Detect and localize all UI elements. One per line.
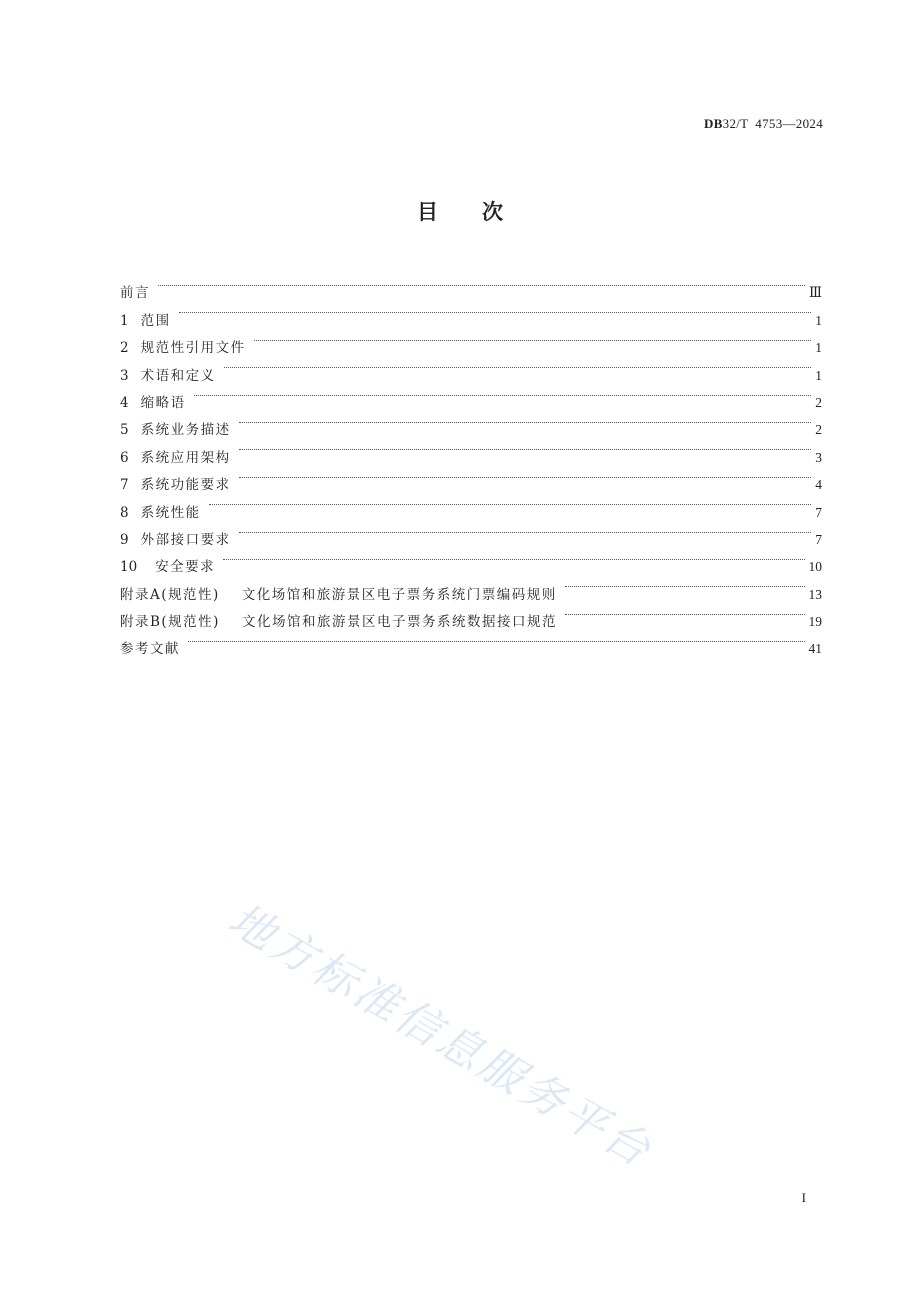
toc-entry-number: 5 <box>120 422 129 439</box>
toc-entry-10[interactable] <box>120 544 822 576</box>
toc-entry-preface[interactable] <box>120 270 822 302</box>
toc-entry-page: 2 <box>815 394 822 410</box>
toc-entry-label: 参考文献 <box>120 641 180 658</box>
toc-entry-label: 安全要求 <box>155 559 216 576</box>
toc-leader-dots <box>565 599 805 626</box>
toc-entry-number: 6 <box>120 449 129 466</box>
watermark: 地方标准信息服务平台 <box>220 893 662 1178</box>
toc-leader-dots <box>158 270 805 297</box>
toc-entry-number: 2 <box>120 340 129 357</box>
toc-entry-references[interactable] <box>120 626 822 658</box>
toc-entry-number: 9 <box>120 531 129 548</box>
toc-entry-page: 19 <box>808 614 822 630</box>
toc-entry-page: 1 <box>815 367 822 383</box>
toc-entry-2[interactable] <box>120 325 822 357</box>
document-code-number: 32/T 4753—2024 <box>722 116 823 131</box>
toc-leader-dots <box>223 544 804 571</box>
document-code-prefix: DB <box>704 116 723 131</box>
toc-entry-label: 外部接口要求 <box>140 531 231 548</box>
toc-entry-5[interactable] <box>120 407 822 439</box>
toc-entry-label: 附录A(规范性) <box>120 586 220 603</box>
toc-entry-label: 系统业务描述 <box>140 422 231 439</box>
toc-entry-subtitle: 文化场馆和旅游景区电子票务系统门票编码规则 <box>241 586 557 603</box>
toc-leader-dots <box>188 626 805 653</box>
toc-leader-dots <box>239 517 812 544</box>
page-number: I <box>801 1190 806 1205</box>
toc-entry-page: 7 <box>815 504 822 520</box>
toc-entry-number: 4 <box>120 394 129 411</box>
toc-entry-label: 系统功能要求 <box>140 477 231 494</box>
toc-entry-1[interactable] <box>120 297 822 329</box>
table-of-contents <box>120 270 822 658</box>
toc-entry-subtitle: 文化场馆和旅游景区电子票务系统数据接口规范 <box>241 614 557 631</box>
toc-leader-dots <box>209 489 812 516</box>
toc-entry-9[interactable] <box>120 517 822 548</box>
toc-entry-label: 前言 <box>120 285 150 302</box>
toc-leader-dots <box>239 462 812 489</box>
toc-entry-page: 1 <box>815 312 822 328</box>
toc-entry-label: 附录B(规范性) <box>120 614 220 631</box>
toc-entry-3[interactable] <box>120 352 822 384</box>
toc-entry-number: 8 <box>120 504 129 521</box>
toc-leader-dots <box>239 434 812 461</box>
toc-entry-number: 7 <box>120 477 129 494</box>
toc-leader-dots <box>224 352 812 379</box>
toc-entry-number: 1 <box>120 312 129 329</box>
toc-entry-label: 规范性引用文件 <box>140 340 246 357</box>
toc-entry-label: 系统应用架构 <box>140 449 231 466</box>
toc-entry-page: 1 <box>815 340 822 356</box>
toc-entry-label: 缩略语 <box>140 394 186 411</box>
toc-leader-dots <box>239 407 812 434</box>
toc-entry-page: 3 <box>815 449 822 465</box>
toc-entry-page: Ⅲ <box>808 285 822 301</box>
toc-leader-dots <box>179 297 812 324</box>
toc-entry-page: 10 <box>808 559 822 575</box>
toc-entry-label: 范围 <box>140 312 171 329</box>
toc-entry-label: 术语和定义 <box>140 367 216 384</box>
toc-entry-appendix-a[interactable] <box>120 571 822 603</box>
toc-leader-dots <box>254 325 812 352</box>
toc-entry-page: 7 <box>815 531 822 547</box>
toc-entry-page: 2 <box>815 422 822 438</box>
toc-entry-8[interactable] <box>120 489 822 521</box>
toc-leader-dots <box>194 380 812 407</box>
document-code <box>704 116 823 132</box>
toc-entry-number: 3 <box>120 367 129 384</box>
page-title: 目次 <box>417 200 547 224</box>
toc-entry-page: 4 <box>815 477 822 493</box>
toc-entry-number: 10 <box>120 559 138 576</box>
toc-entry-page: 13 <box>808 586 822 602</box>
toc-entry-page: 41 <box>808 641 822 657</box>
toc-entry-4[interactable] <box>120 380 822 411</box>
toc-leader-dots <box>565 571 805 598</box>
toc-entry-label: 系统性能 <box>140 504 201 521</box>
